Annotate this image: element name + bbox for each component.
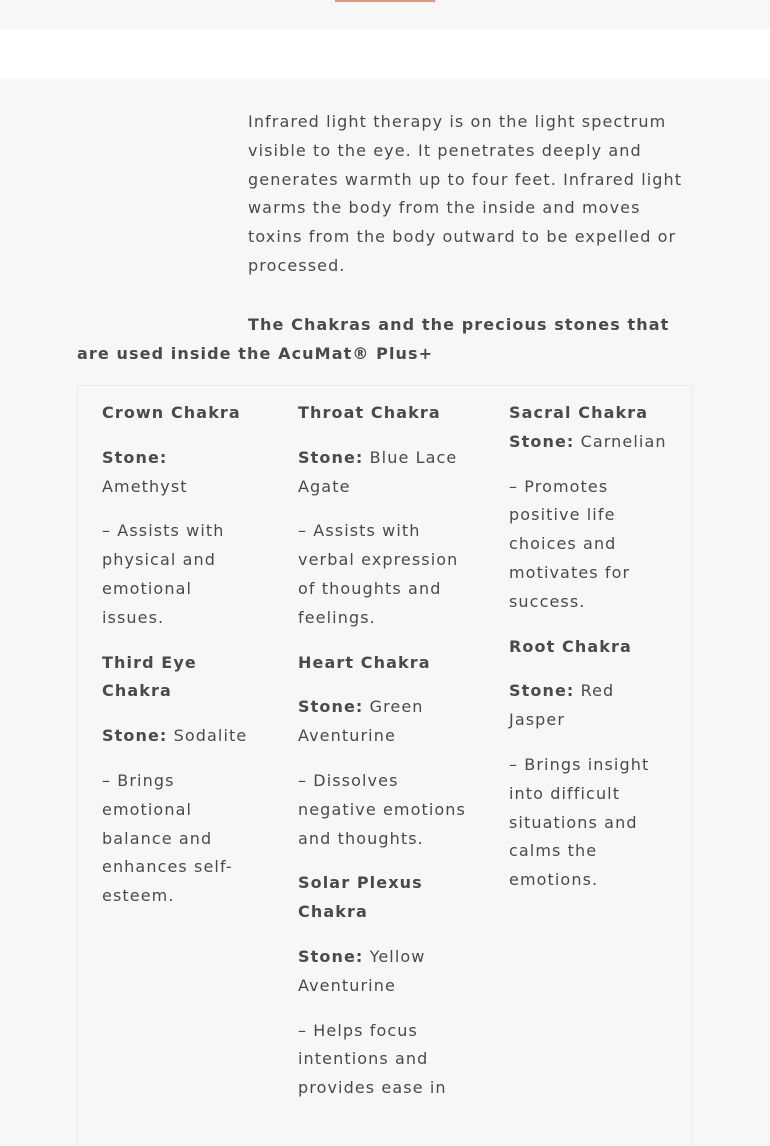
chakra-description-sacral: – Promotes positive life choices and motivates for success. <box>509 476 631 611</box>
chakra-stone-throat <box>298 444 468 502</box>
chakra-stone-root <box>509 677 669 735</box>
chakra-name-sacral: Sacral Chakra <box>509 403 649 422</box>
stone-value: Sodalite <box>173 726 248 746</box>
chakra-stone-solar-plexus <box>298 943 468 1001</box>
chakra-stone-sacral <box>509 428 669 457</box>
stone-value: Carnelian <box>580 431 667 451</box>
section-divider-band <box>0 29 770 79</box>
stone-label: Stone: <box>509 681 575 701</box>
stone-value: Amethyst <box>102 476 188 496</box>
stone-value: Yellow Aventurine <box>298 946 426 995</box>
chakra-name-crown: Crown Chakra <box>102 403 241 422</box>
stone-label: Stone: <box>298 447 364 467</box>
stone-label: Stone: <box>298 946 364 966</box>
chakra-description-throat: – Assists with verbal expression of thoughts and feelings. <box>298 521 459 627</box>
chakra-description-crown: – Assists with physical and emotional issues. <box>102 521 225 627</box>
chakra-name-third-eye: Third Eye Chakra <box>102 652 197 701</box>
chakra-name-solar-plexus: Solar Plexus Chakra <box>298 873 423 922</box>
stone-label: Stone: <box>102 447 168 467</box>
stone-value: Green Aventurine <box>298 697 424 746</box>
chakra-name-throat: Throat Chakra <box>298 403 441 422</box>
chakra-description-root: – Brings insight into difficult situations and calms the emotions. <box>509 754 650 890</box>
stone-value: Red Jasper <box>509 681 615 730</box>
active-tab-underline <box>335 0 435 2</box>
stone-label: Stone: <box>102 726 168 746</box>
main-content <box>0 79 770 1120</box>
stone-value: Blue Lace Agate <box>298 447 458 496</box>
top-strip <box>0 0 770 29</box>
chakra-description-heart: – Dissolves negative emotions and thoughts. <box>298 770 466 848</box>
chakra-stone-crown <box>102 444 250 502</box>
chakra-name-root: Root Chakra <box>509 636 632 656</box>
chakra-column-3 <box>509 399 669 911</box>
stone-label: Stone: <box>298 697 364 717</box>
chakra-stones-table <box>77 385 693 1146</box>
chakra-column-2 <box>298 399 468 1119</box>
chakras-section-heading: The Chakras and the precious stones that are used inside the AcuMat® Plus+ <box>77 315 670 363</box>
chakra-description-third-eye: – Brings emotional balance and enhances self-esteem. <box>102 770 233 906</box>
chakra-column-1 <box>102 399 250 927</box>
chakra-description-solar-plexus: – Helps focus intentions and provides ease in <box>298 1020 447 1098</box>
infrared-intro-paragraph: Infrared light therapy is on the light spectrum visible to the eye. It penetrates deeply and generates warmth up to four feet. Infrared light warms the body from the inside and moves toxins from the body outward to be expelled or processed. <box>248 112 683 275</box>
chakra-stone-heart <box>298 693 468 751</box>
chakra-stone-third-eye <box>102 722 250 751</box>
stone-label: Stone: <box>509 431 575 451</box>
chakra-name-heart: Heart Chakra <box>298 652 431 672</box>
